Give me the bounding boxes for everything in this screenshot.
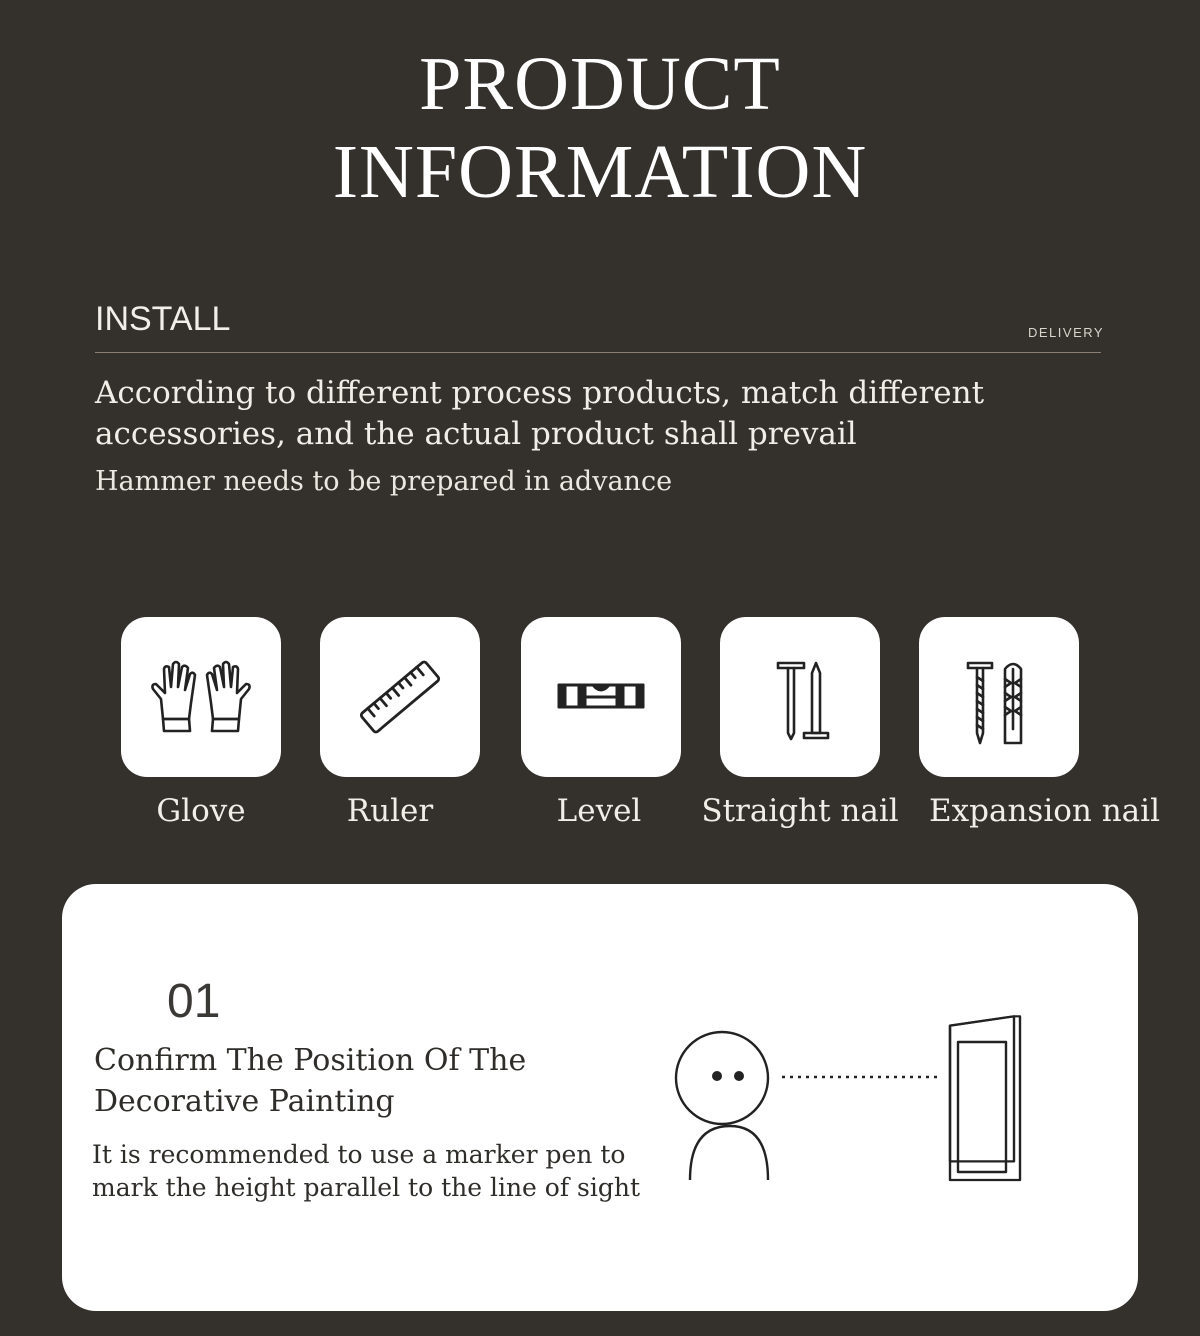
step-card	[62, 884, 1138, 1311]
tool-label-level: Level	[556, 793, 642, 829]
install-note: Hammer needs to be prepared in advance	[95, 466, 673, 497]
tool-card-glove	[121, 617, 281, 777]
install-description: According to different process products, match different accessories, and the actual product shall prevail	[95, 375, 985, 452]
tool-card-ruler	[320, 617, 480, 777]
title-line-1: PRODUCT	[419, 42, 781, 126]
person-looking-at-frame-icon	[662, 1014, 1062, 1194]
tool-label-ruler: Ruler	[346, 793, 434, 829]
tool-card-straight-nail	[720, 617, 880, 777]
level-icon	[541, 637, 661, 757]
step-number: 01	[167, 975, 221, 1028]
delivery-tag: DELIVERY	[1028, 325, 1105, 340]
tool-card-expansion-nail	[919, 617, 1079, 777]
ruler-icon	[340, 637, 460, 757]
tool-card-level	[521, 617, 681, 777]
title-line-2: INFORMATION	[332, 130, 868, 214]
step-title: Confirm The Position Of The Decorative Painting	[94, 1043, 527, 1119]
step-description: It is recommended to use a marker pen to mark the height parallel to the line of sight	[92, 1140, 641, 1202]
tool-label-glove: Glove	[156, 793, 246, 829]
install-heading: INSTALL	[95, 300, 231, 338]
section-divider	[95, 352, 1101, 353]
tool-label-expansion-nail: Expansion nail	[929, 793, 1160, 829]
tool-label-straight-nail: Straight nail	[701, 793, 899, 829]
page-title	[0, 40, 1200, 216]
expansion-nail-icon	[939, 637, 1059, 757]
glove-icon	[141, 637, 261, 757]
straight-nail-icon	[740, 637, 860, 757]
